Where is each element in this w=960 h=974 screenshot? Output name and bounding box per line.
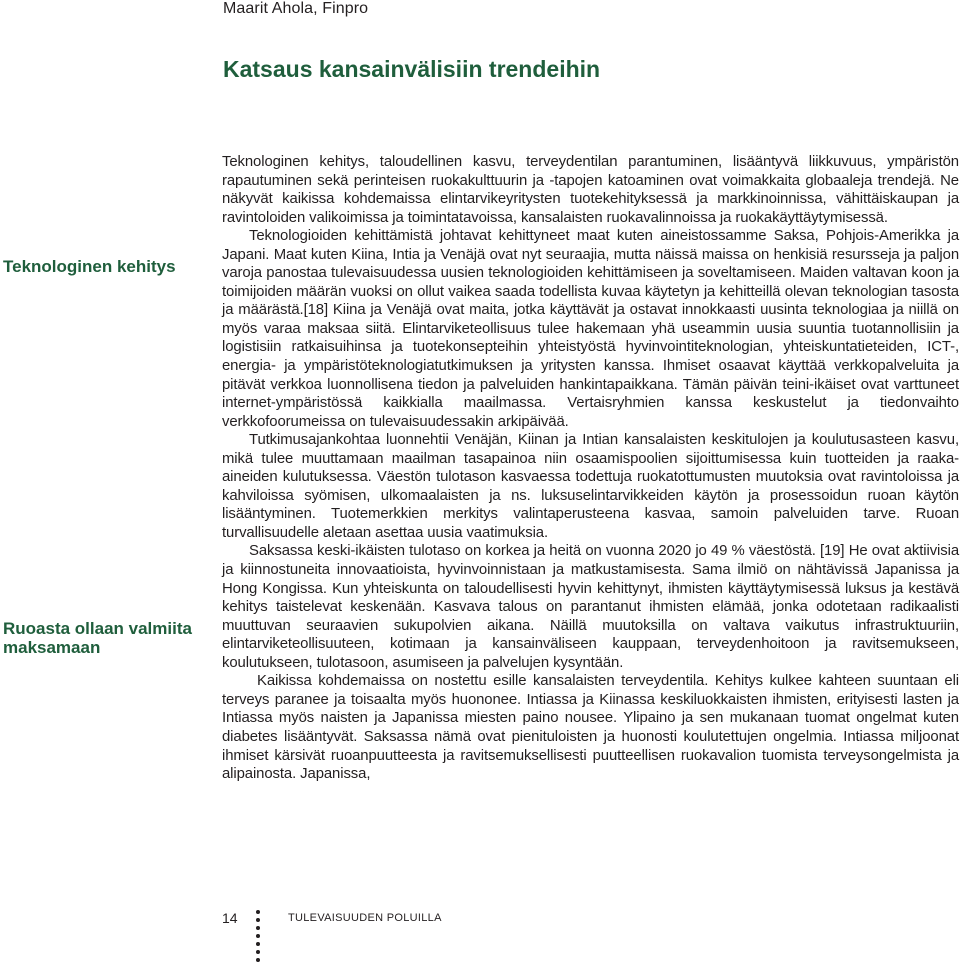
paragraph-germany: Saksassa keski-ikäisten tulotaso on korkea ja heitä on vuonna 2020 jo 49 % väestöstä. [19] He ovat aktiivisia ja kiinnostuneita innovaatioista, hyvinvoinnistaan ja matkustamisesta. Sama ilmiö on nähtävissä Japanissa ja Hong Kongissa. Kun yhteiskunta on taloudellisesti hyvin kehittynyt, ihmisten käyttäytymisessä luksus ja kestävä kehitys taistelevat keskenään. Kasvava talous on parantanut ihmisten elämää, jonka odotetaan radikaalisti muuttuvan seuraavien sukupolvien aikana. Näillä muutoksilla on valtava vaikutus infrastruktuuriin, elintarviketeollisuuteen, kotimaan ja kansainväliseen kauppaan, terveydenhoitoon ja ravitsemukseen, koulutukseen, tulotasoon, asumiseen ja palvelujen kysyntään. [222,543,959,671]
article-title: Katsaus kansainvälisiin trendeihin [223,56,601,82]
paragraph-intro: Teknologinen kehitys, taloudellinen kasvu, terveydentilan parantuminen, lisääntyvä liikkuvuus, ympäristön rapautuminen sekä perinteisen ruokakulttuurin ja -tapojen katoaminen ovat voimakkaita globaaleja trendejä. Ne näkyvät kaikissa kohdemaissa elintarvikeyritysten tuotekehityksessä ja markkinoinnissa, vähittäiskaupan ja ravintoloiden valikoimissa ja toimintatavoissa, kansalaisten ruokavalinnoissa ja ruokakäyttäytymisessä. [222,154,959,226]
article-body [222,153,959,784]
publication-name: TULEVAISUUDEN POLUILLA [288,912,442,924]
paragraph-income-growth: Tutkimusajankohtaa luonnehtii Venäjän, Kiinan ja Intian kansalaisten keskitulojen ja koulutusasteen kasvu, mikä tulee muuttamaan maailman tasapainoa niin osaamispoolien sijoittumisessa kuin tuotteiden ja raaka-aineiden kulutuksessa. Väestön tulotason kasvaessa todettuja ruokatottumusten muutoksia ovat ravintoloissa ja kahviloissa syömisen, ulkomaalaisten ja ns. luksuselintarvikkeiden käytön ja prosessoidun ruoan käytön lisääntyminen. Tuotemerkkien merkitys valintaperusteena kasvaa, samoin palveluiden tarve. Ruoan turvallisuudelle aletaan asettaa uusia vaatimuksia. [222,432,959,541]
side-heading-technology: Teknologinen kehitys [3,257,176,276]
side-heading-food: Ruoasta ollaan valmiita maksamaan [3,619,192,657]
paragraph-health: Kaikissa kohdemaissa on nostettu esille kansalaisten terveydentila. Kehitys kulkee kahteen suuntaan eli terveys paranee ja toisaalta myös huononee. Intiassa ja Kiinassa keskiluokkaisten ihmisten, erityisesti lasten ja Intiassa myös naisten ja Japanissa miesten paino nousee. Ylipaino ja sen mukanaan tuomat ongelmat kuten diabetes lisääntyvät. Saksassa nämä ovat pienituloisten ja huonosti koulutettujen ongelmia. Intiassa miljoonat ihmiset kärsivät ruoanpuutteesta ja ravitsemuksellisesti puutteellisen ruokavalion tuomista terveysongelmista ja alipainosta. Japanissa, [222,673,959,783]
page-number: 14 [222,910,238,926]
paragraph-technology: Teknologioiden kehittämistä johtavat kehittyneet maat kuten aineistossamme Saksa, Pohjois-Amerikka ja Japani. Maat kuten Kiina, Intia ja Venäjä ovat nyt seuraajia, mutta näissä maissa on henkisiä resursseja ja paljon varoja panostaa tulevaisuudessa uusien teknologioiden kehittämiseen ja soveltamiseen. Maiden valtavan koon ja toimijoiden määrän vuoksi on ollut vaikea saada todellista kuvaa käytetyn ja kehitteillä olevan teknologian tasosta ja määrästä.[18] Kiina ja Venäjä ovat maita, jotka käyttävät ja ostavat innokkaasti uusinta teknologiaa ja niillä on myös varaa maksaa siitä. Elintarviketeollisuus tulee hakemaan yhä useammin uusia suuntia tuotannollisiin ja logistisiin ratkaisuihinsa ja tuotekonsepteihin yhteistyöstä hyvinvointiteknologian, yhteiskuntatieteiden, ICT-, energia- ja ympäristöteknologiatutkimuksen ja yritysten kanssa. Ihmiset osaavat käyttää verkkopalveluita ja pitävät verkkoa luonnollisena tiedon ja palveluiden hankintapaikkana. Tämän päivän teini-ikäiset ovat varttuneet internet-ympäristössä kaikkialla maailmassa. Vertaisryhmien kanssa keskustelut ja tiedonvaihto verkkofoorumeissa on tulevaisuudessakin arkipäivää. [222,228,959,430]
author-line: Maarit Ahola, Finpro [223,0,369,17]
footer-dots-decoration [256,910,262,962]
